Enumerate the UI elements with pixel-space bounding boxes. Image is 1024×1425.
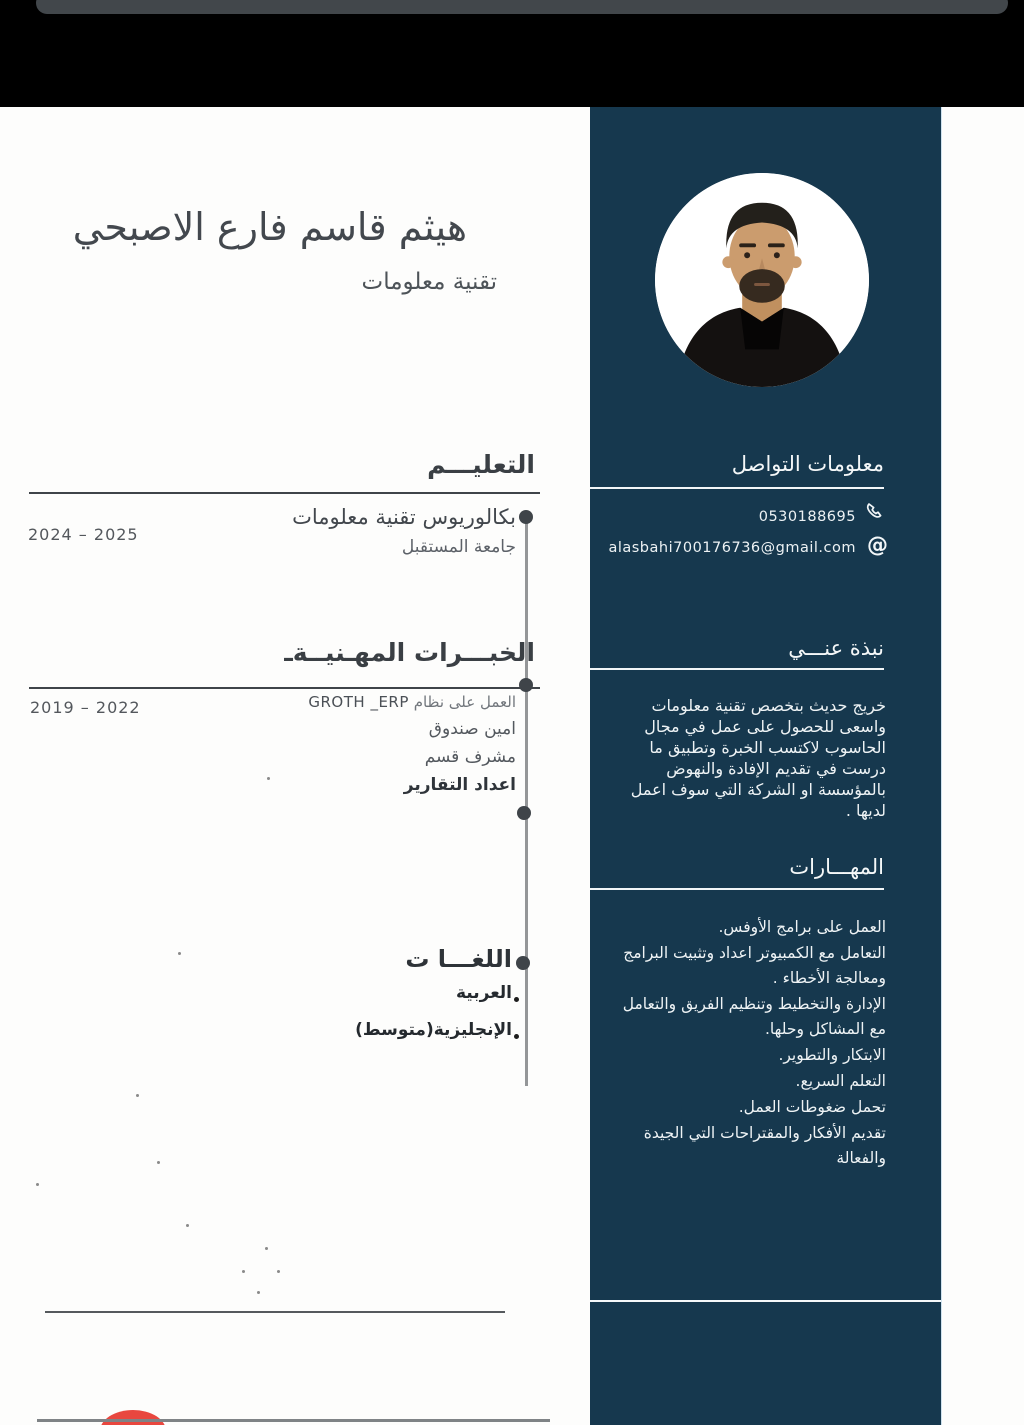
duty-supervisor: مشرف قسم: [424, 747, 516, 767]
skill-item: تقديم الأفكار والمقتراحات التي الجيدة والفعالة: [643, 1124, 886, 1167]
experience-system-name: GROTH _ERP: [308, 693, 409, 711]
skill-item: العمل على برامج الأوفس.: [718, 918, 886, 936]
experience-dates: 2019 – 2022: [30, 698, 141, 717]
viewer-handle-bar: [36, 0, 1008, 14]
language-bullet: [514, 1034, 519, 1039]
sidebar-bottom-rule: [590, 1300, 941, 1302]
scan-speck: [136, 1094, 139, 1097]
about-text: خريج حديث بتخصص تقنية معلومات واسعى للحصول على عمل في مجال الحاسوب لاكتسب الخبرة وتطبيق ما درست في تقديم الإفادة والنهوض بالمؤسسة او الشركة التي سوف اعمل لديها .: [630, 696, 886, 820]
bottom-rule-2: [37, 1419, 550, 1422]
language-arabic: العربية: [455, 983, 512, 1003]
education-section-title: التعليـــم: [427, 450, 535, 479]
avatar-illustration: [655, 173, 869, 387]
scan-speck: [267, 777, 270, 780]
skill-item: التعلم السريع.: [795, 1072, 886, 1090]
duty-cashier: امين صندوق: [428, 719, 516, 739]
experience-system-line: [308, 693, 516, 711]
education-dates: 2024 – 2025: [28, 525, 139, 544]
scan-speck: [257, 1291, 260, 1294]
duty-reports: اعداد التقارير: [403, 775, 516, 795]
university: جامعة المستقبل: [401, 537, 516, 557]
cv-page: [0, 107, 1024, 1425]
phone-handset-icon: [864, 501, 888, 529]
timeline-dot-experience: [519, 678, 533, 692]
timeline-dot-education: [519, 510, 533, 524]
scan-speck: [186, 1224, 189, 1227]
phone-number: 0530188695: [758, 509, 856, 525]
skill-item: الابتكار والتطوير.: [778, 1046, 886, 1064]
red-dot-decoration: [100, 1410, 166, 1425]
email-address: alasbahi700176736@gmail.com: [608, 540, 856, 556]
experience-section-title: الخبـــرات المهـنيــةـ: [284, 638, 535, 667]
education-rule: [29, 492, 540, 494]
scan-speck: [242, 1270, 245, 1273]
scan-speck: [277, 1270, 280, 1273]
contact-rule: [590, 487, 884, 489]
skills-section-title: المهـــارات: [789, 855, 884, 879]
bottom-rule-1: [45, 1311, 505, 1313]
job-title: تقنية معلومات: [361, 269, 497, 295]
about-rule: [590, 668, 884, 670]
experience-rule: [29, 687, 540, 689]
contact-section-title: معلومات التواصل: [731, 452, 884, 476]
scan-speck: [157, 1161, 160, 1164]
experience-system-label: العمل على نظام: [413, 693, 516, 711]
profile-header: [73, 205, 497, 295]
language-bullet: [514, 997, 519, 1002]
language-english: الإنجليزية(متوسط): [355, 1020, 512, 1040]
scan-speck: [178, 952, 181, 955]
skill-item: الإدارة والتخطيط وتنظيم الفريق والتعامل مع المشاكل وحلها.: [622, 995, 886, 1038]
scan-speck: [265, 1247, 268, 1250]
education-entry: [292, 505, 516, 557]
timeline-line: [525, 517, 528, 1086]
skill-item: التعامل مع الكمبيوتر اعداد وتثبيت البرامج ومعالجة الأخطاء .: [623, 944, 886, 987]
profile-photo: [655, 173, 869, 387]
experience-entry: [308, 693, 516, 795]
about-section-title: نبذة عنـــي: [788, 636, 884, 660]
person-name: هيثم قاسم فارع الاصبحي: [72, 205, 467, 249]
skills-list: [604, 915, 886, 1172]
skill-item: تحمل ضغوطات العمل.: [738, 1098, 886, 1116]
languages-section-title: اللغـــا ت: [405, 945, 512, 973]
scan-speck: [36, 1183, 39, 1186]
degree: بكالوريوس تقنية معلومات: [292, 505, 516, 529]
timeline-dot-languages: [516, 956, 530, 970]
skills-rule: [590, 888, 884, 890]
timeline-dot-mid: [517, 806, 531, 820]
sidebar: [590, 107, 942, 1425]
at-sign-icon: @: [867, 533, 888, 557]
